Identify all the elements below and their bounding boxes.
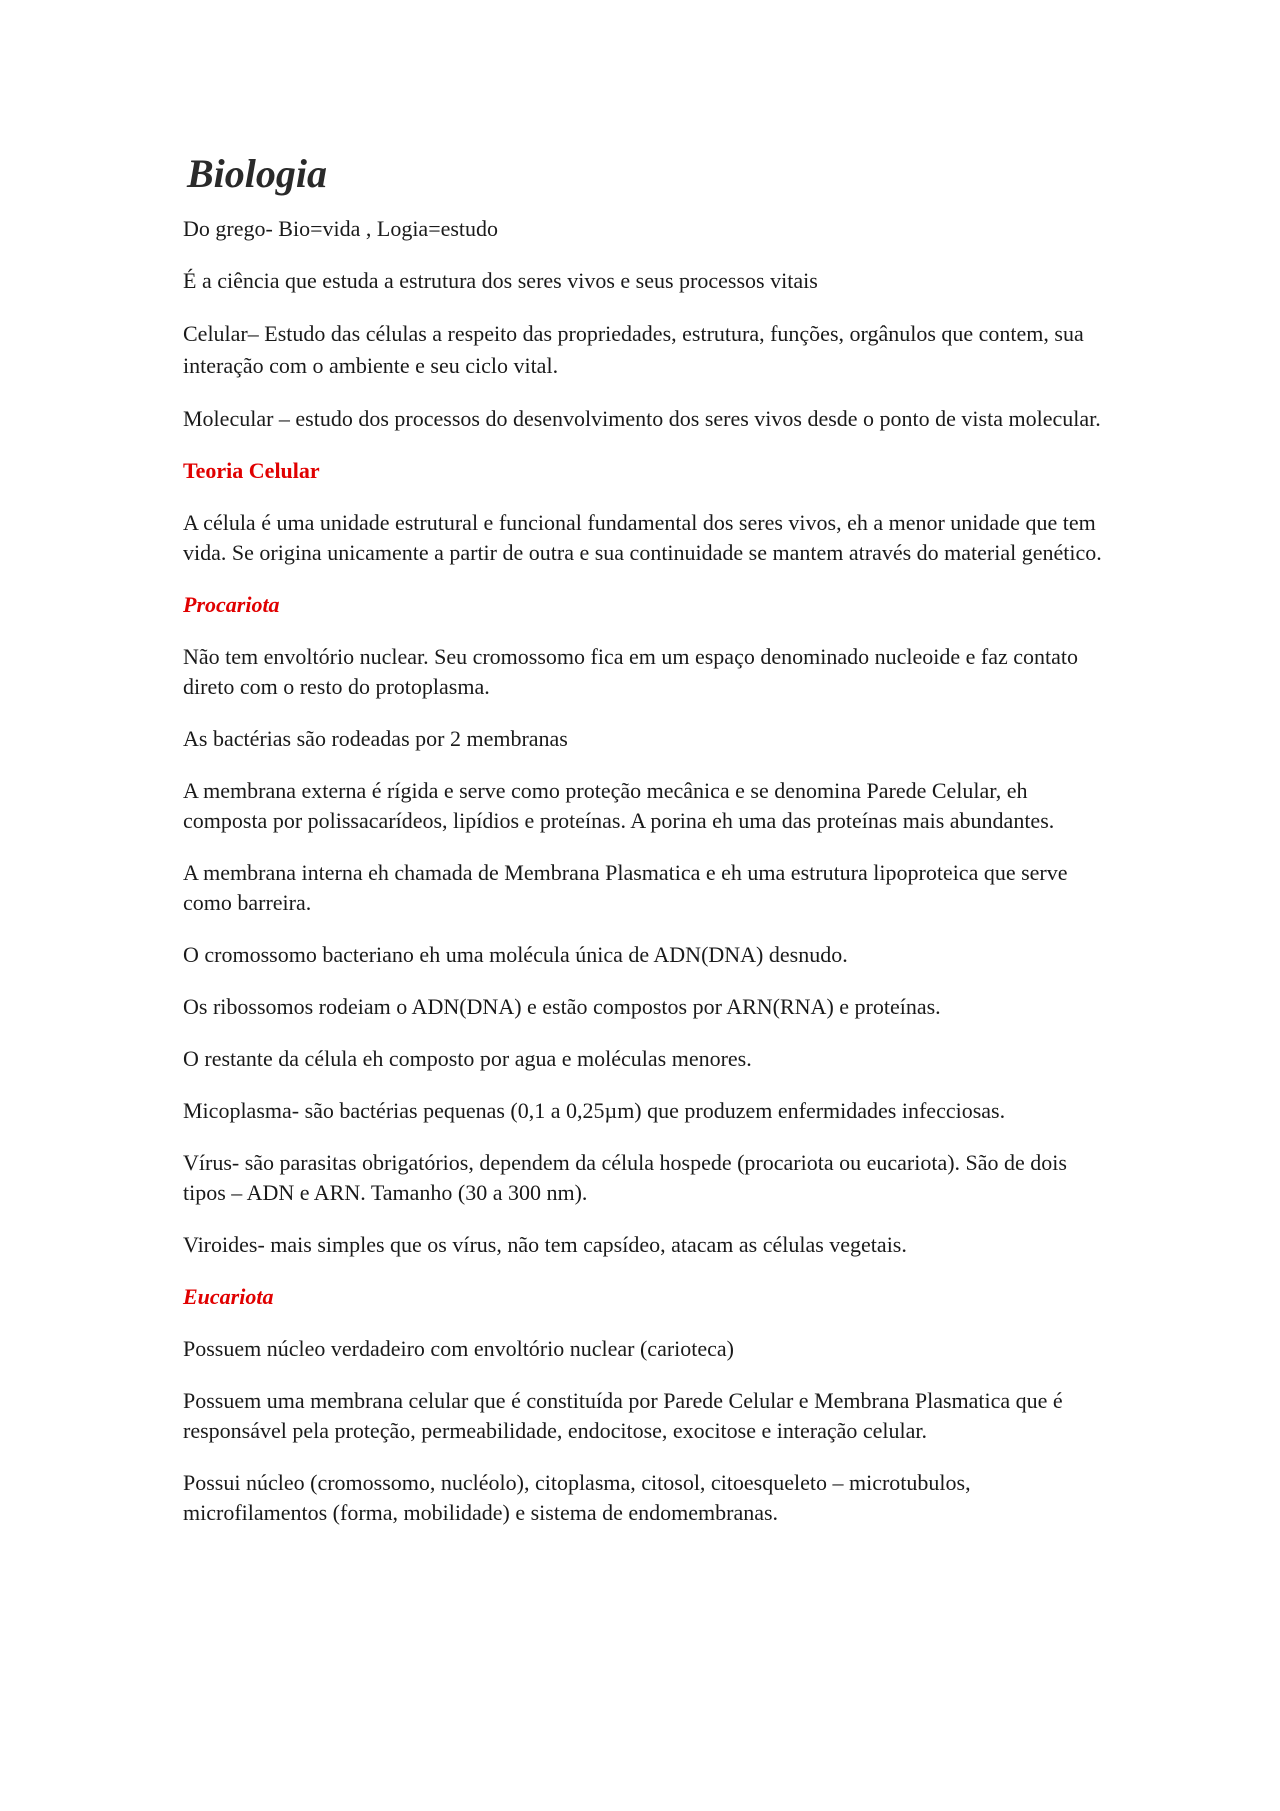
paragraph-cromossomo: O cromossomo bacteriano eh uma molécula única de ADN(DNA) desnudo. — [183, 942, 848, 967]
paragraph-procariota-nucleo: Não tem envoltório nuclear. Seu cromossomo fica em um espaço denominado nucleoide e faz contato direto com o resto do protoplasma. — [183, 644, 1078, 699]
paragraph-eucariota-estruturas: Possui núcleo (cromossomo, nucléolo), citoplasma, citosol, citoesqueleto – microtubulos, microfilamentos (forma, mobilidade) e sistema de endomembranas. — [183, 1470, 971, 1525]
paragraph-etymology: Do grego- Bio=vida , Logia=estudo — [183, 216, 499, 241]
subheading-procariota: Procariota — [183, 592, 280, 617]
paragraph-viroides: Viroides- mais simples que os vírus, não tem capsídeo, atacam as células vegetais. — [183, 1232, 907, 1257]
paragraph-restante: O restante da célula eh composto por agua e moléculas menores. — [183, 1046, 752, 1071]
paragraph-eucariota-membrana: Possuem uma membrana celular que é constituída por Parede Celular e Membrana Plasmatica que é responsável pela proteção, permeabilidade, endocitose, exocitose e interação celular. — [183, 1388, 1063, 1443]
paragraph-molecular: Molecular – estudo dos processos do desenvolvimento dos seres vivos desde o ponto de vista molecular. — [183, 406, 1101, 431]
document-title: Biologia — [187, 151, 328, 196]
document-page — [183, 150, 1103, 1550]
paragraph-micoplasma: Micoplasma- são bactérias pequenas (0,1 a 0,25µm) que produzem enfermidades infecciosas. — [183, 1098, 1006, 1123]
subheading-eucariota: Eucariota — [183, 1284, 274, 1309]
paragraph-virus: Vírus- são parasitas obrigatórios, dependem da célula hospede (procariota ou eucariota). São de dois tipos – ADN e ARN. Tamanho (30 a 300 nm). — [183, 1150, 1067, 1205]
paragraph-membrana-interna: A membrana interna eh chamada de Membrana Plasmatica e eh uma estrutura lipoproteica que serve como barreira. — [183, 860, 1068, 915]
paragraph-definition: É a ciência que estuda a estrutura dos seres vivos e seus processos vitais — [183, 268, 818, 293]
paragraph-teoria-celular: A célula é uma unidade estrutural e funcional fundamental dos seres vivos, eh a menor unidade que tem vida. Se origina unicamente a partir de outra e sua continuidade se mantem através do material genético. — [183, 510, 1102, 565]
paragraph-celular: Celular– Estudo das células a respeito das propriedades, estrutura, funções, orgânulos que contem, sua interação com o ambiente e seu ciclo vital. — [183, 321, 1084, 378]
heading-teoria-celular: Teoria Celular — [183, 458, 320, 483]
paragraph-ribossomos: Os ribossomos rodeiam o ADN(DNA) e estão compostos por ARN(RNA) e proteínas. — [183, 994, 941, 1019]
paragraph-membrana-externa: A membrana externa é rígida e serve como proteção mecânica e se denomina Parede Celular, eh composta por polissacarídeos, lipídios e proteínas. A porina eh uma das proteínas mais abundantes. — [183, 778, 1055, 833]
paragraph-bacterias-membranas: As bactérias são rodeadas por 2 membranas — [183, 726, 568, 751]
paragraph-eucariota-nucleo: Possuem núcleo verdadeiro com envoltório nuclear (carioteca) — [183, 1336, 734, 1361]
